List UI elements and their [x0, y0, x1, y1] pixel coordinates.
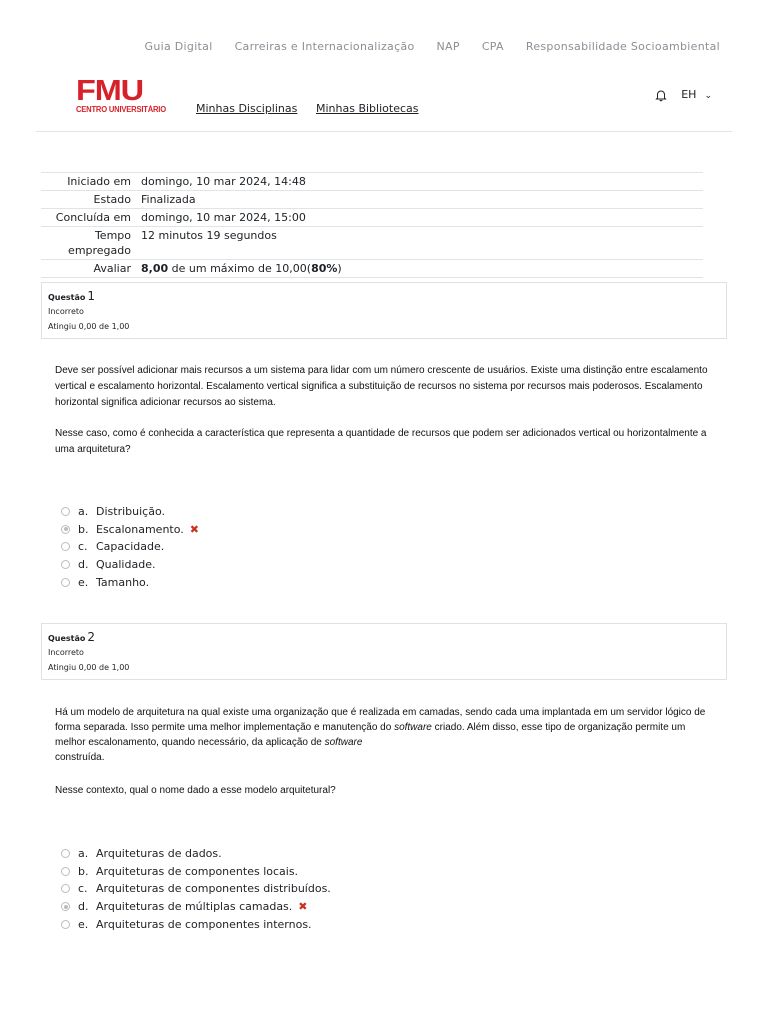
question-paragraph: Há um modelo de arquitetura na qual existe uma organização que é realizada em camadas, sendo cada uma implantada em um servidor lógico de forma separada. Isso permite uma melhor implementação e manutenção do software criado. Além disso, esse tipo de organização permite um melhor escalonamento, quando necessário, da aplicação de software construída.	[55, 707, 706, 763]
question-text	[55, 705, 715, 813]
answer-option[interactable]: a. Distribuição.	[61, 503, 199, 521]
radio-button[interactable]	[61, 507, 70, 516]
summary-row	[41, 226, 703, 259]
answer-option[interactable]: e. Arquiteturas de componentes internos.	[61, 915, 331, 933]
answer-text: Arquiteturas de múltiplas camadas.	[96, 900, 293, 914]
answer-option[interactable]: d. Qualidade.	[61, 556, 199, 574]
answer-option[interactable]: a. Arquiteturas de dados.	[61, 845, 331, 863]
answer-option[interactable]: c. Arquiteturas de componentes distribuídos.	[61, 880, 331, 898]
summary-value: Finalizada	[141, 193, 196, 206]
question-info-box	[41, 623, 727, 680]
nav-minhas-bibliotecas[interactable]: Minhas Bibliotecas	[316, 102, 419, 115]
summary-label: Iniciado em	[67, 175, 131, 188]
summary-row	[41, 190, 703, 208]
summary-label: Tempo empregado	[68, 229, 131, 257]
answer-list	[61, 503, 199, 591]
question-state: Incorreto	[48, 648, 84, 657]
radio-button[interactable]	[61, 849, 70, 858]
bell-icon[interactable]	[654, 88, 668, 102]
link-cpa[interactable]: CPA	[481, 40, 504, 53]
grade-percent: 80%	[311, 262, 338, 275]
question-number: Questão 1	[48, 289, 96, 303]
attempt-summary-table	[41, 172, 703, 278]
answer-text: Arquiteturas de componentes distribuídos.	[96, 882, 331, 896]
radio-button[interactable]	[61, 578, 70, 587]
question-paragraph: Deve ser possível adicionar mais recursos a um sistema para lidar com um número crescente de usuários. Existe uma distinção entre escalamento vertical e escalamento horizontal. Escalamento vertical significa a substituição de recursos no sistema por recursos mais poderosos. Escalamento horizontal significa adicionar recursos ao sistema.	[55, 365, 708, 408]
radio-button[interactable]	[61, 525, 70, 534]
summary-label: Concluída em	[55, 211, 131, 224]
chevron-down-icon: ⌄	[704, 91, 712, 101]
summary-label: Estado	[93, 193, 131, 206]
radio-button[interactable]	[61, 560, 70, 569]
answer-text: Arquiteturas de dados.	[96, 847, 222, 861]
question-prompt: Nesse contexto, qual o nome dado a esse modelo arquitetural?	[55, 785, 336, 796]
answer-option[interactable]: b. Arquiteturas de componentes locais.	[61, 863, 331, 881]
navbar	[36, 72, 732, 132]
answer-text: Qualidade.	[96, 558, 156, 572]
incorrect-icon: ✖	[298, 900, 308, 914]
answer-text: Capacidade.	[96, 540, 165, 554]
top-links	[145, 40, 721, 53]
summary-value: 12 minutos 19 segundos	[141, 229, 277, 242]
answer-text: Escalonamento.	[96, 522, 184, 536]
summary-value	[141, 261, 703, 276]
link-nap[interactable]: NAP	[436, 40, 460, 53]
grade-close: )	[337, 262, 342, 275]
question-text	[55, 363, 715, 473]
answer-option[interactable]: e. Tamanho.	[61, 573, 199, 591]
answer-text: Distribuição.	[96, 505, 165, 519]
radio-button[interactable]	[61, 884, 70, 893]
link-guia-digital[interactable]: Guia Digital	[144, 40, 213, 53]
logo-wordmark: FMU	[76, 75, 144, 107]
radio-button[interactable]	[61, 902, 70, 911]
answer-option[interactable]: b. Escalonamento. ✖	[61, 521, 199, 539]
language-menu[interactable]	[681, 88, 712, 101]
grade-max: de um máximo de 10,00(	[168, 262, 312, 275]
answer-option[interactable]: c. Capacidade.	[61, 538, 199, 556]
answer-text: Arquiteturas de componentes locais.	[96, 864, 299, 878]
nav-minhas-disciplinas[interactable]: Minhas Disciplinas	[196, 102, 298, 115]
summary-row	[41, 208, 703, 226]
question-prompt: Nesse caso, como é conhecida a característica que representa a quantidade de recursos que podem ser adicionados vertical ou horizontalmente a uma arquitetura?	[55, 428, 707, 455]
question-grade: Atingiu 0,00 de 1,00	[48, 322, 130, 331]
answer-text: Arquiteturas de componentes internos.	[96, 917, 312, 931]
summary-value: domingo, 10 mar 2024, 15:00	[141, 211, 306, 224]
link-carreiras[interactable]: Carreiras e Internacionalização	[234, 40, 415, 53]
answer-option[interactable]: d. Arquiteturas de múltiplas camadas. ✖	[61, 898, 331, 916]
summary-label: Avaliar	[93, 262, 131, 275]
fmu-logo[interactable]	[76, 75, 168, 114]
answer-text: Tamanho.	[96, 575, 150, 589]
grade-score: 8,00	[141, 262, 169, 275]
answer-list	[61, 845, 331, 933]
logo-subtitle: CENTRO UNIVERSITÁRIO	[76, 105, 166, 114]
question-number: Questão 2	[48, 630, 96, 644]
summary-row	[41, 259, 703, 278]
summary-row	[41, 172, 703, 190]
link-responsabilidade[interactable]: Responsabilidade Socioambiental	[525, 40, 720, 53]
radio-button[interactable]	[61, 542, 70, 551]
question-grade: Atingiu 0,00 de 1,00	[48, 663, 130, 672]
radio-button[interactable]	[61, 920, 70, 929]
question-state: Incorreto	[48, 307, 84, 316]
question-info-box	[41, 282, 727, 339]
language-label: EH	[681, 88, 697, 101]
incorrect-icon: ✖	[189, 522, 199, 536]
summary-value: domingo, 10 mar 2024, 14:48	[141, 175, 306, 188]
radio-button[interactable]	[61, 867, 70, 876]
